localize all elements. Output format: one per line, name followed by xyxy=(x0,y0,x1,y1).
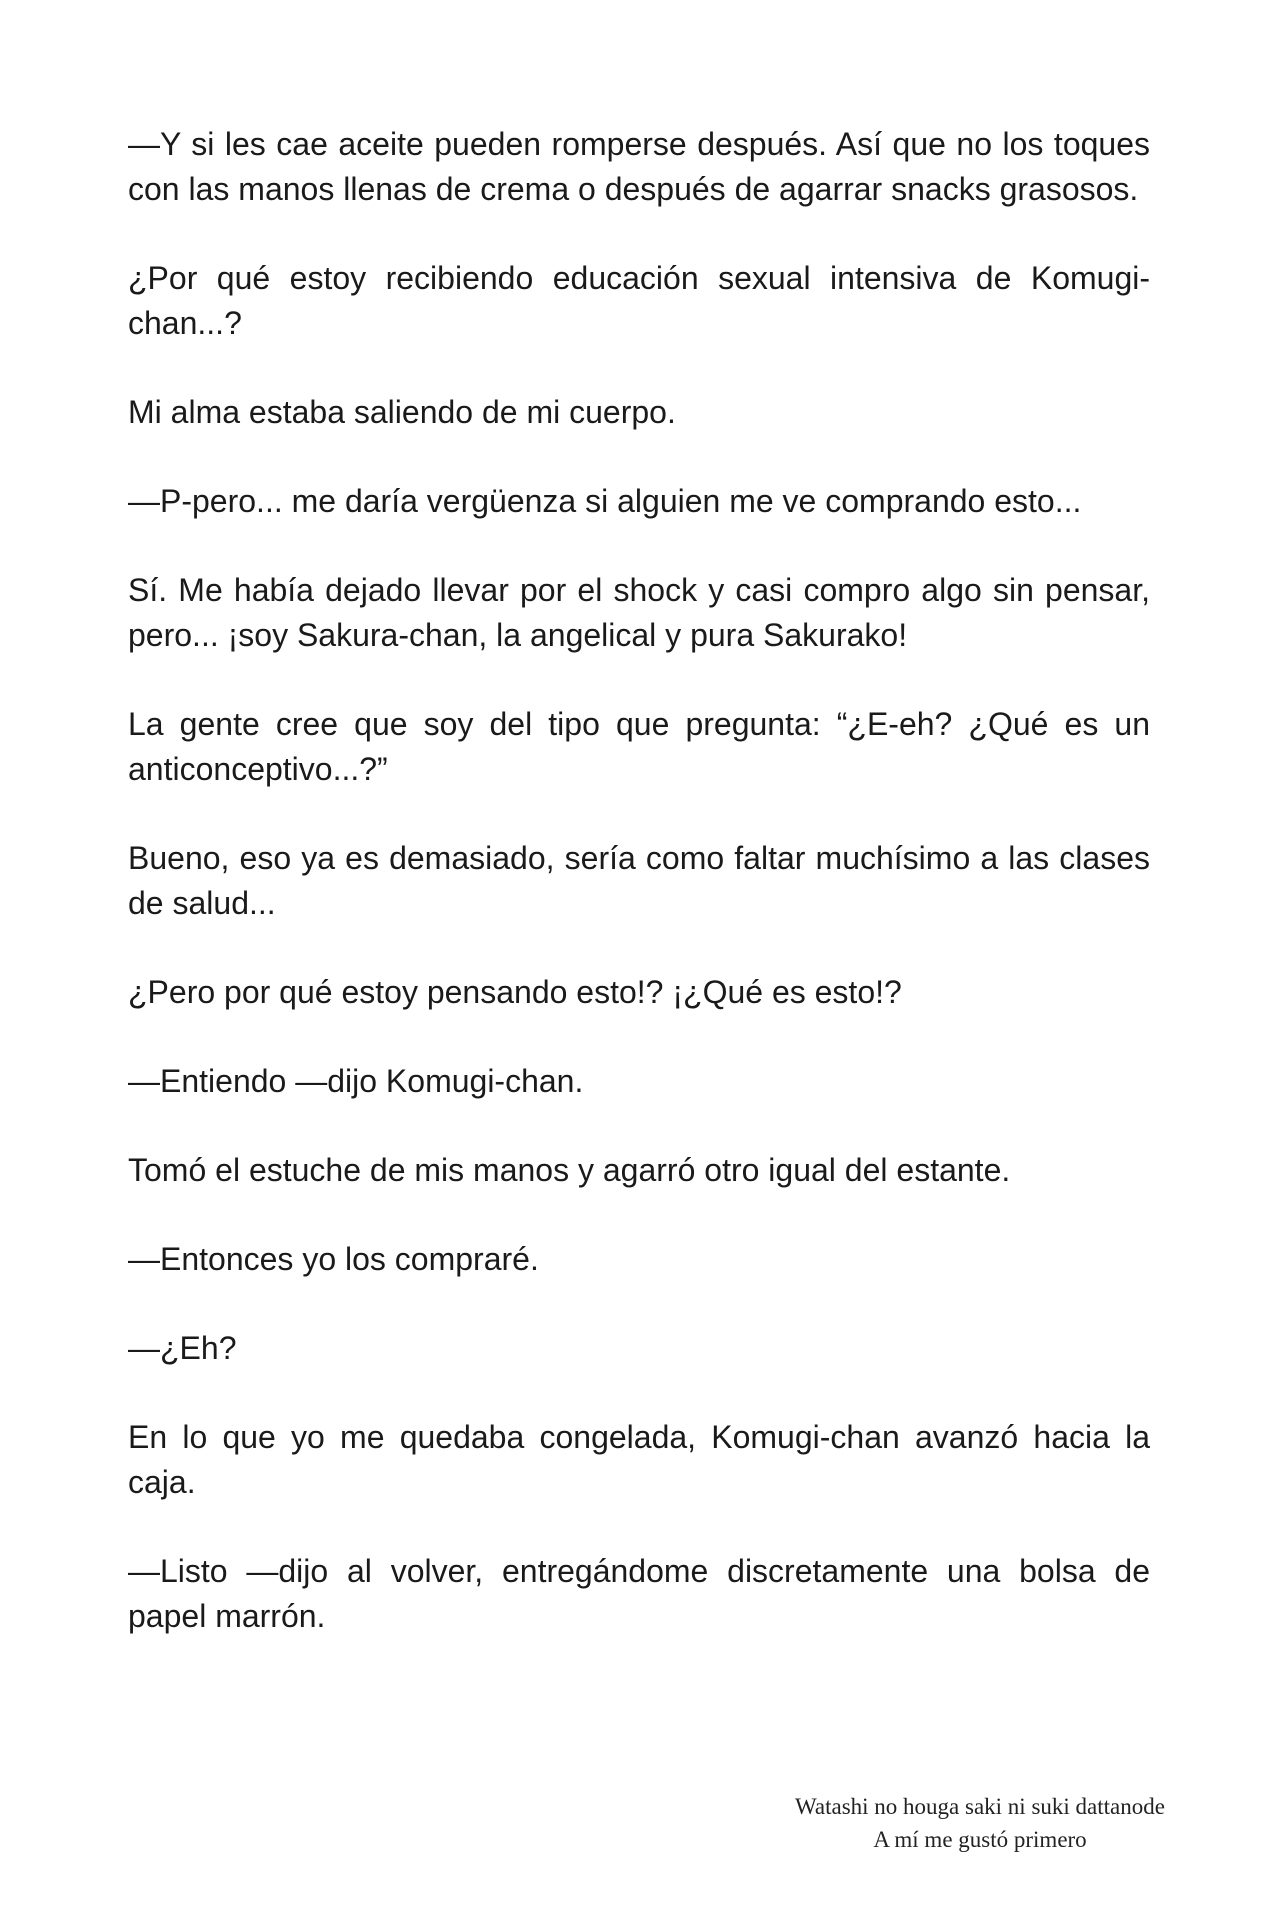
paragraph-13: En lo que yo me quedaba congelada, Komugi-chan avanzó hacia la caja. xyxy=(128,1419,1150,1500)
paragraph-2: ¿Por qué estoy recibiendo educación sexual intensiva de Komugi-chan...? xyxy=(128,260,1150,341)
paragraph-7: Bueno, eso ya es demasiado, sería como faltar muchísimo a las clases de salud... xyxy=(128,840,1150,921)
paragraph-1: —Y si les cae aceite pueden romperse después. Así que no los toques con las manos llenas de crema o después de agarrar snacks grasosos. xyxy=(128,126,1150,207)
page-footer xyxy=(740,1790,1220,1856)
paragraph-6: La gente cree que soy del tipo que pregunta: “¿E-eh? ¿Qué es un anticonceptivo...?” xyxy=(128,706,1150,787)
paragraph-5: Sí. Me había dejado llevar por el shock y casi compro algo sin pensar, pero... ¡soy Sakura-chan, la angelical y pura Sakurako! xyxy=(128,572,1150,653)
paragraph-4: —P-pero... me daría vergüenza si alguien me ve comprando esto... xyxy=(128,483,1082,519)
paragraph-11: —Entonces yo los compraré. xyxy=(128,1241,539,1277)
page-body xyxy=(128,122,1150,1683)
paragraph-14: —Listo —dijo al volver, entregándome discretamente una bolsa de papel marrón. xyxy=(128,1553,1150,1634)
footer-subtitle: A mí me gustó primero xyxy=(873,1827,1087,1852)
paragraph-12: —¿Eh? xyxy=(128,1330,237,1366)
footer-title: Watashi no houga saki ni suki dattanode xyxy=(795,1794,1165,1819)
paragraph-3: Mi alma estaba saliendo de mi cuerpo. xyxy=(128,394,676,430)
paragraph-10: Tomó el estuche de mis manos y agarró otro igual del estante. xyxy=(128,1152,1011,1188)
paragraph-8: ¿Pero por qué estoy pensando esto!? ¡¿Qué es esto!? xyxy=(128,974,902,1010)
paragraph-9: —Entiendo —dijo Komugi-chan. xyxy=(128,1063,584,1099)
